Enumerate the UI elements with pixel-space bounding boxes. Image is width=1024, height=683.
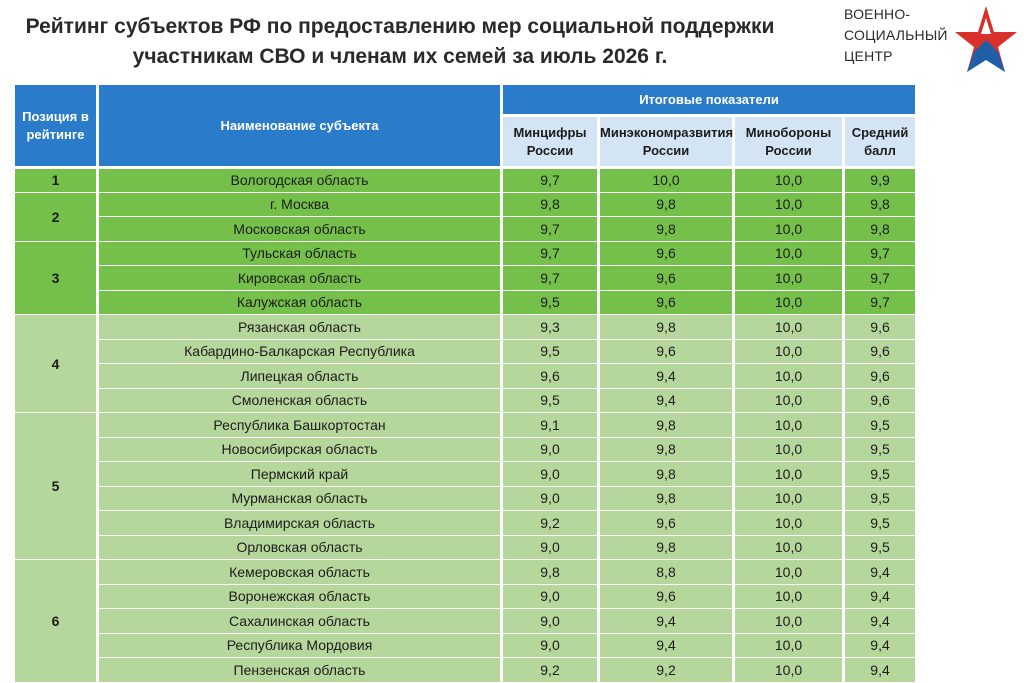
minoborony-cell: 10,0 — [734, 290, 844, 315]
mineconom-cell: 9,6 — [599, 241, 734, 266]
subject-name-cell: Рязанская область — [98, 315, 502, 340]
average-cell: 9,4 — [844, 658, 917, 683]
table-row — [14, 658, 917, 683]
position-cell: 2 — [14, 192, 98, 241]
mincifry-cell: 9,2 — [502, 658, 599, 683]
mineconom-cell: 9,8 — [599, 486, 734, 511]
mincifry-cell: 9,0 — [502, 584, 599, 609]
minoborony-cell: 10,0 — [734, 388, 844, 413]
minoborony-cell: 10,0 — [734, 168, 844, 193]
mineconom-cell: 9,8 — [599, 462, 734, 487]
minoborony-cell: 10,0 — [734, 658, 844, 683]
mineconom-cell: 9,4 — [599, 388, 734, 413]
header-summary-group: Итоговые показатели — [502, 84, 917, 116]
mineconom-cell: 9,8 — [599, 437, 734, 462]
mincifry-cell: 9,0 — [502, 486, 599, 511]
average-cell: 9,6 — [844, 315, 917, 340]
subject-name-cell: Кемеровская область — [98, 560, 502, 585]
minoborony-cell: 10,0 — [734, 560, 844, 585]
position-cell: 1 — [14, 168, 98, 193]
average-cell: 9,5 — [844, 535, 917, 560]
mincifry-cell: 9,8 — [502, 560, 599, 585]
table-head — [14, 84, 917, 168]
mineconom-cell: 9,4 — [599, 364, 734, 389]
mineconom-cell: 9,6 — [599, 339, 734, 364]
average-cell: 9,5 — [844, 511, 917, 536]
header-average: Средний балл — [844, 116, 917, 168]
table-row — [14, 315, 917, 340]
subject-name-cell: Смоленская область — [98, 388, 502, 413]
subject-name-cell: г. Москва — [98, 192, 502, 217]
subject-name-cell: Пермский край — [98, 462, 502, 487]
mineconom-cell: 9,6 — [599, 266, 734, 291]
mincifry-cell: 9,5 — [502, 290, 599, 315]
minoborony-cell: 10,0 — [734, 511, 844, 536]
average-cell: 9,6 — [844, 388, 917, 413]
mineconom-cell: 9,6 — [599, 290, 734, 315]
subject-name-cell: Республика Башкортостан — [98, 413, 502, 438]
table-row — [14, 511, 917, 536]
mineconom-cell: 9,4 — [599, 609, 734, 634]
average-cell: 9,5 — [844, 413, 917, 438]
position-cell: 3 — [14, 241, 98, 315]
star-logo-icon — [954, 4, 1018, 78]
header-mincifry: Минцифры России — [502, 116, 599, 168]
header-mineconom: Минэкономразвития России — [599, 116, 734, 168]
table-row — [14, 413, 917, 438]
brand — [844, 4, 1024, 80]
minoborony-cell: 10,0 — [734, 535, 844, 560]
mincifry-cell: 9,0 — [502, 462, 599, 487]
table-row — [14, 217, 917, 242]
brand-name — [844, 4, 954, 67]
table-row — [14, 241, 917, 266]
subject-name-cell: Новосибирская область — [98, 437, 502, 462]
table-row — [14, 364, 917, 389]
minoborony-cell: 10,0 — [734, 584, 844, 609]
mineconom-cell: 8,8 — [599, 560, 734, 585]
title-line-1: Рейтинг субъектов РФ по предоставлению мер социальной поддержки — [25, 15, 775, 38]
brand-line-1: ВОЕННО- — [844, 6, 911, 22]
mincifry-cell: 9,3 — [502, 315, 599, 340]
average-cell: 9,7 — [844, 266, 917, 291]
mineconom-cell: 9,8 — [599, 192, 734, 217]
subject-name-cell: Вологодская область — [98, 168, 502, 193]
subject-name-cell: Орловская область — [98, 535, 502, 560]
subject-name-cell: Московская область — [98, 217, 502, 242]
mineconom-cell: 9,8 — [599, 217, 734, 242]
mineconom-cell: 9,8 — [599, 413, 734, 438]
title-line-2: участникам СВО и членам их семей за июль 2026 г. — [132, 45, 668, 68]
table-row — [14, 633, 917, 658]
position-cell: 5 — [14, 413, 98, 560]
mineconom-cell: 9,6 — [599, 511, 734, 536]
average-cell: 9,5 — [844, 437, 917, 462]
mineconom-cell: 9,4 — [599, 633, 734, 658]
table-row — [14, 192, 917, 217]
table-row — [14, 168, 917, 193]
average-cell: 9,4 — [844, 609, 917, 634]
minoborony-cell: 10,0 — [734, 437, 844, 462]
rating-table — [12, 82, 918, 683]
average-cell: 9,6 — [844, 339, 917, 364]
subject-name-cell: Республика Мордовия — [98, 633, 502, 658]
table-row — [14, 560, 917, 585]
subject-name-cell: Мурманская область — [98, 486, 502, 511]
mincifry-cell: 9,0 — [502, 633, 599, 658]
header-row-1 — [14, 84, 917, 116]
average-cell: 9,6 — [844, 364, 917, 389]
average-cell: 9,8 — [844, 192, 917, 217]
mincifry-cell: 9,1 — [502, 413, 599, 438]
minoborony-cell: 10,0 — [734, 462, 844, 487]
mincifry-cell: 9,7 — [502, 266, 599, 291]
table-row — [14, 437, 917, 462]
mineconom-cell: 9,6 — [599, 584, 734, 609]
mincifry-cell: 9,0 — [502, 609, 599, 634]
minoborony-cell: 10,0 — [734, 241, 844, 266]
subject-name-cell: Владимирская область — [98, 511, 502, 536]
mincifry-cell: 9,5 — [502, 339, 599, 364]
minoborony-cell: 10,0 — [734, 339, 844, 364]
header-position: Позиция в рейтинге — [14, 84, 98, 168]
table-row — [14, 609, 917, 634]
mineconom-cell: 9,2 — [599, 658, 734, 683]
header-minoborony: Минобороны России — [734, 116, 844, 168]
mincifry-cell: 9,0 — [502, 535, 599, 560]
average-cell: 9,4 — [844, 560, 917, 585]
mincifry-cell: 9,7 — [502, 168, 599, 193]
table-row — [14, 462, 917, 487]
minoborony-cell: 10,0 — [734, 192, 844, 217]
subject-name-cell: Сахалинская область — [98, 609, 502, 634]
minoborony-cell: 10,0 — [734, 633, 844, 658]
average-cell: 9,7 — [844, 241, 917, 266]
subject-name-cell: Кировская область — [98, 266, 502, 291]
minoborony-cell: 10,0 — [734, 364, 844, 389]
subject-name-cell: Пензенская область — [98, 658, 502, 683]
position-cell: 6 — [14, 560, 98, 683]
subject-name-cell: Тульская область — [98, 241, 502, 266]
table-row — [14, 584, 917, 609]
average-cell: 9,4 — [844, 584, 917, 609]
average-cell: 9,4 — [844, 633, 917, 658]
mincifry-cell: 9,2 — [502, 511, 599, 536]
mineconom-cell: 9,8 — [599, 535, 734, 560]
table-body — [14, 168, 917, 683]
table-row — [14, 266, 917, 291]
page-header — [0, 0, 1024, 82]
mineconom-cell: 10,0 — [599, 168, 734, 193]
table-row — [14, 486, 917, 511]
minoborony-cell: 10,0 — [734, 266, 844, 291]
table-row — [14, 290, 917, 315]
mincifry-cell: 9,8 — [502, 192, 599, 217]
average-cell: 9,7 — [844, 290, 917, 315]
subject-name-cell: Кабардино-Балкарская Республика — [98, 339, 502, 364]
mincifry-cell: 9,7 — [502, 241, 599, 266]
average-cell: 9,5 — [844, 486, 917, 511]
mincifry-cell: 9,5 — [502, 388, 599, 413]
position-cell: 4 — [14, 315, 98, 413]
mincifry-cell: 9,0 — [502, 437, 599, 462]
mincifry-cell: 9,7 — [502, 217, 599, 242]
brand-line-3: ЦЕНТР — [844, 48, 893, 64]
minoborony-cell: 10,0 — [734, 413, 844, 438]
subject-name-cell: Воронежская область — [98, 584, 502, 609]
table-row — [14, 535, 917, 560]
minoborony-cell: 10,0 — [734, 315, 844, 340]
minoborony-cell: 10,0 — [734, 609, 844, 634]
table-row — [14, 388, 917, 413]
average-cell: 9,9 — [844, 168, 917, 193]
header-subject: Наименование субъекта — [98, 84, 502, 168]
minoborony-cell: 10,0 — [734, 217, 844, 242]
average-cell: 9,5 — [844, 462, 917, 487]
subject-name-cell: Калужская область — [98, 290, 502, 315]
table-row — [14, 339, 917, 364]
brand-line-2: СОЦИАЛЬНЫЙ — [844, 27, 948, 43]
average-cell: 9,8 — [844, 217, 917, 242]
mincifry-cell: 9,6 — [502, 364, 599, 389]
subject-name-cell: Липецкая область — [98, 364, 502, 389]
mineconom-cell: 9,8 — [599, 315, 734, 340]
page-title — [20, 12, 780, 72]
minoborony-cell: 10,0 — [734, 486, 844, 511]
